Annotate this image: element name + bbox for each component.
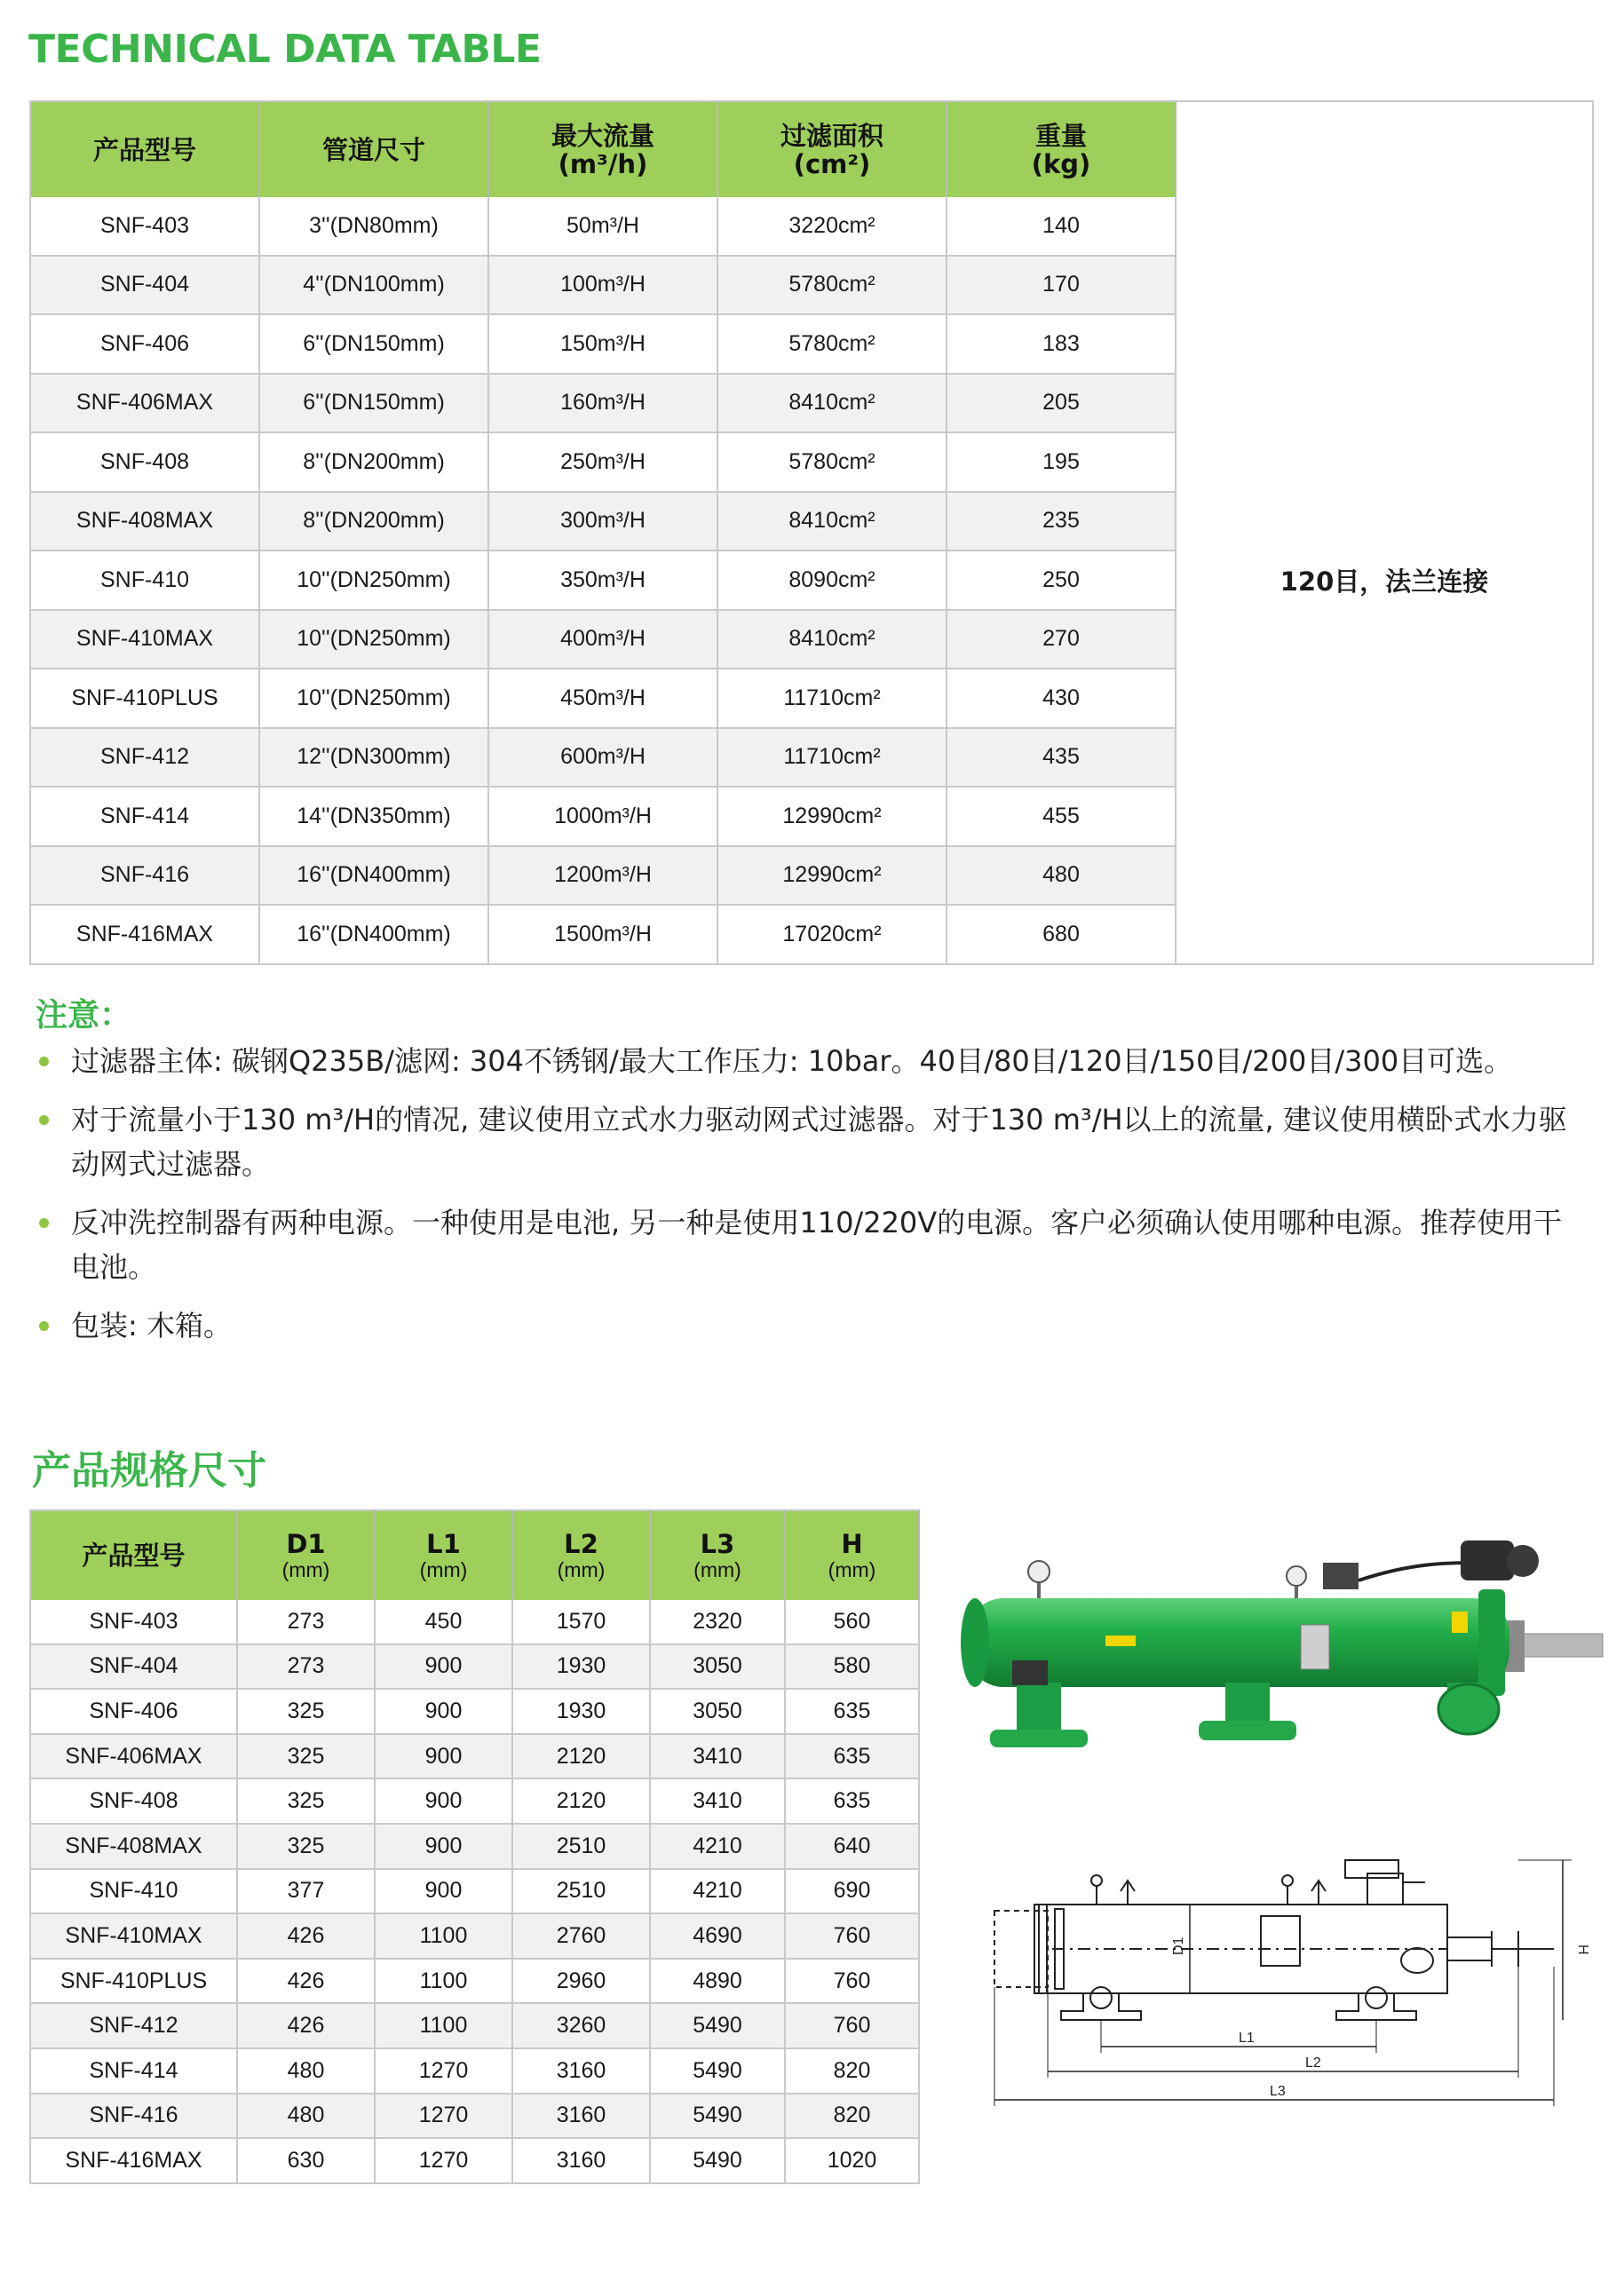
table-cell: 100m³/H (488, 256, 717, 315)
table-cell: 635 (785, 1778, 919, 1824)
technical-data-table (29, 100, 1594, 965)
table-cell: SNF-406 (30, 314, 259, 374)
table-cell: 1500m³/H (488, 905, 717, 964)
spec-table-title: 产品规格尺寸 (32, 1448, 266, 1493)
table-cell: SNF-416MAX (30, 905, 259, 964)
table-cell: 11710cm² (717, 669, 947, 728)
table-cell: SNF-408MAX (30, 1824, 237, 1869)
table-cell: 1270 (375, 2048, 512, 2094)
table-cell: 8410cm² (717, 610, 947, 669)
table-cell: SNF-404 (30, 1644, 237, 1690)
table-cell: SNF-410 (30, 1869, 237, 1914)
table-cell: 1020 (785, 2138, 919, 2183)
table-cell: 5780cm² (717, 432, 947, 492)
table-cell: 1100 (375, 1913, 512, 1959)
spec-header-d1: D1 (mm) (237, 1510, 375, 1600)
table-cell: 50m³/H (488, 197, 717, 256)
table-cell: 760 (785, 1959, 919, 2004)
table-cell: SNF-408 (30, 1778, 237, 1824)
table-cell: 17020cm² (717, 905, 947, 964)
table-cell: 690 (785, 1869, 919, 1914)
table-cell: 4690 (650, 1913, 785, 1959)
table-cell: 8410cm² (717, 374, 947, 433)
table-cell: 760 (785, 2003, 919, 2048)
table-cell: 140 (947, 197, 1176, 256)
table-cell: 195 (947, 432, 1176, 492)
table-cell: 2120 (512, 1734, 650, 1779)
table-cell: 14''(DN350mm) (259, 787, 488, 846)
table-cell: 450m³/H (488, 669, 717, 728)
bullet-icon (39, 1115, 49, 1125)
table-row (30, 1913, 919, 1959)
table-cell: 270 (947, 610, 1176, 669)
table-row (30, 197, 1593, 256)
table-cell: 1570 (512, 1600, 650, 1644)
table-cell: 10''(DN250mm) (259, 550, 488, 610)
table-cell: 1270 (375, 2138, 512, 2183)
spec-header-l1: L1 (mm) (375, 1510, 512, 1600)
table-cell: SNF-410MAX (30, 1913, 237, 1959)
table-cell: 435 (947, 728, 1176, 788)
label-l1: L1 (1239, 2031, 1255, 2046)
table-cell: 6''(DN150mm) (259, 314, 488, 374)
table-cell: SNF-410MAX (30, 610, 259, 669)
table-cell: SNF-406MAX (30, 374, 259, 433)
table-cell: 160m³/H (488, 374, 717, 433)
table-cell: 1930 (512, 1689, 650, 1734)
spec-dimensions-table (29, 1509, 920, 2184)
table-cell: 6''(DN150mm) (259, 374, 488, 433)
table-row (30, 1600, 919, 1644)
table-cell: 3''(DN80mm) (259, 197, 488, 256)
table-cell: SNF-403 (30, 197, 259, 256)
table-cell: 150m³/H (488, 314, 717, 374)
table-cell: 900 (375, 1824, 512, 1869)
table-cell: SNF-408MAX (30, 492, 259, 551)
table-cell: 3410 (650, 1734, 785, 1779)
table-cell: SNF-412 (30, 2003, 237, 2048)
table-cell: 8''(DN200mm) (259, 492, 488, 551)
table-cell: 680 (947, 905, 1176, 964)
table-cell: 635 (785, 1734, 919, 1779)
spec-header-model: 产品型号 (30, 1510, 237, 1600)
table-cell: SNF-406 (30, 1689, 237, 1734)
table-cell: SNF-403 (30, 1600, 237, 1644)
table-cell: 5490 (650, 2048, 785, 2094)
table-cell: 450 (375, 1600, 512, 1644)
filter-product-photo (950, 1527, 1607, 1811)
table-cell: 3220cm² (717, 197, 947, 256)
table-row (30, 2094, 919, 2139)
table-cell: 430 (947, 669, 1176, 728)
table-cell: 1100 (375, 1959, 512, 2004)
table-cell: 325 (237, 1689, 375, 1734)
table-cell: 4210 (650, 1824, 785, 1869)
table-cell: 3050 (650, 1689, 785, 1734)
table-cell: 900 (375, 1734, 512, 1779)
table-cell: 426 (237, 1959, 375, 2004)
note-item: 过滤器主体: 碳钢Q235B/滤网: 304不锈钢/最大工作压力: 10bar。40目/80目/120目/150目/200目/300目可选。 (36, 1039, 1580, 1083)
table-cell: 11710cm² (717, 728, 947, 788)
table-cell: SNF-408 (30, 432, 259, 492)
table-cell: 760 (785, 1913, 919, 1959)
table-cell: 1200m³/H (488, 846, 717, 906)
table-cell: 325 (237, 1734, 375, 1779)
table-cell: 580 (785, 1644, 919, 1690)
table-cell: 2760 (512, 1913, 650, 1959)
spec-header-h: H (mm) (785, 1510, 919, 1600)
table-cell: 400m³/H (488, 610, 717, 669)
table-cell: SNF-406MAX (30, 1734, 237, 1779)
table-cell: 5490 (650, 2003, 785, 2048)
table-cell: 350m³/H (488, 550, 717, 610)
table-cell: 5490 (650, 2138, 785, 2183)
table-cell: 325 (237, 1778, 375, 1824)
table-cell: 273 (237, 1644, 375, 1690)
table-cell: 3160 (512, 2138, 650, 2183)
table-row (30, 1689, 919, 1734)
table-row (30, 1644, 919, 1690)
spec-header-l2: L2 (mm) (512, 1510, 650, 1600)
table-cell: 4210 (650, 1869, 785, 1914)
table-cell: SNF-410 (30, 550, 259, 610)
table-row (30, 2138, 919, 2183)
bullet-icon (39, 1218, 49, 1228)
dimension-drawing (986, 1856, 1607, 2122)
table-cell: 4890 (650, 1959, 785, 2004)
bullet-icon (39, 1057, 49, 1066)
table-cell: 205 (947, 374, 1176, 433)
table-row (30, 2048, 919, 2094)
table-cell: 480 (237, 2094, 375, 2139)
table-cell: 250m³/H (488, 432, 717, 492)
table-cell: 235 (947, 492, 1176, 551)
label-l2: L2 (1305, 2055, 1321, 2071)
table-cell: 2120 (512, 1778, 650, 1824)
header-blank (1176, 101, 1593, 197)
table-cell: SNF-404 (30, 256, 259, 315)
header-filter-area: 过滤面积 (cm²) (717, 101, 947, 197)
table-row (30, 1869, 919, 1914)
table-cell: SNF-414 (30, 787, 259, 846)
table-cell: SNF-410PLUS (30, 1959, 237, 2004)
header-weight: 重量 (kg) (947, 101, 1176, 197)
table-cell: 3260 (512, 2003, 650, 2048)
bullet-icon (39, 1321, 49, 1331)
spec-header-l3: L3 (mm) (650, 1510, 785, 1600)
table-cell: 3160 (512, 2048, 650, 2094)
table-cell: 1100 (375, 2003, 512, 2048)
table-cell: 480 (947, 846, 1176, 906)
table-cell: 5780cm² (717, 314, 947, 374)
table-cell: 377 (237, 1869, 375, 1914)
table-cell: 3410 (650, 1778, 785, 1824)
table-cell: 3160 (512, 2094, 650, 2139)
table-cell: 5780cm² (717, 256, 947, 315)
note-item: 反冲洗控制器有两种电源。一种使用是电池, 另一种是使用110/220V的电源。客户必须确认使用哪种电源。推荐使用干电池。 (36, 1200, 1580, 1289)
table-cell: 600m³/H (488, 728, 717, 788)
table-cell: 8090cm² (717, 550, 947, 610)
technical-table-title: TECHNICAL DATA TABLE (28, 27, 542, 72)
table-cell: 1270 (375, 2094, 512, 2139)
label-l3: L3 (1270, 2084, 1286, 2099)
table-cell: 455 (947, 787, 1176, 846)
table-cell: 900 (375, 1869, 512, 1914)
table-cell: 2320 (650, 1600, 785, 1644)
table-cell: SNF-412 (30, 728, 259, 788)
table-cell: 900 (375, 1689, 512, 1734)
table-cell: 640 (785, 1824, 919, 1869)
table-cell: 12990cm² (717, 787, 947, 846)
table-cell: 426 (237, 2003, 375, 2048)
table-cell: SNF-416 (30, 846, 259, 906)
merged-note-cell: 120目，法兰连接 (1176, 197, 1593, 964)
table-cell: 325 (237, 1824, 375, 1869)
table-cell: 250 (947, 550, 1176, 610)
spec-header-row (30, 1510, 919, 1600)
table-cell: 3050 (650, 1644, 785, 1690)
header-pipe-size: 管道尺寸 (259, 101, 488, 197)
table-row (30, 2003, 919, 2048)
notes-title: 注意： (36, 997, 132, 1034)
table-cell: 8''(DN200mm) (259, 432, 488, 492)
label-d1: D1 (1171, 1936, 1186, 1955)
table-cell: 8410cm² (717, 492, 947, 551)
table-cell: SNF-410PLUS (30, 669, 259, 728)
table-cell: SNF-416MAX (30, 2138, 237, 2183)
note-item: 对于流量小于130 m³/H的情况, 建议使用立式水力驱动网式过滤器。对于130 m³/H以上的流量, 建议使用横卧式水力驱动网式过滤器。 (36, 1097, 1580, 1186)
table-cell: 900 (375, 1778, 512, 1824)
table-cell: 1930 (512, 1644, 650, 1690)
table-cell: 630 (237, 2138, 375, 2183)
table-cell: 2960 (512, 1959, 650, 2004)
table-cell: 170 (947, 256, 1176, 315)
table-cell: 2510 (512, 1869, 650, 1914)
table-cell: 2510 (512, 1824, 650, 1869)
table-cell: 273 (237, 1600, 375, 1644)
label-h: H (1575, 1944, 1590, 1955)
note-item: 包装: 木箱。 (36, 1303, 1580, 1348)
table-cell: 16''(DN400mm) (259, 846, 488, 906)
table-row (30, 1734, 919, 1779)
table-cell: 426 (237, 1913, 375, 1959)
table-cell: 16''(DN400mm) (259, 905, 488, 964)
table-cell: 635 (785, 1689, 919, 1734)
table-cell: 10''(DN250mm) (259, 669, 488, 728)
table-cell: 560 (785, 1600, 919, 1644)
header-max-flow: 最大流量 (m³/h) (488, 101, 717, 197)
notes-list (36, 1039, 1580, 1362)
table-cell: 10''(DN250mm) (259, 610, 488, 669)
table-cell: 1000m³/H (488, 787, 717, 846)
table-cell: 5490 (650, 2094, 785, 2139)
table-cell: 183 (947, 314, 1176, 374)
table-cell: 4''(DN100mm) (259, 256, 488, 315)
table-cell: 480 (237, 2048, 375, 2094)
table-row (30, 1959, 919, 2004)
table-cell: 820 (785, 2048, 919, 2094)
table-cell: 820 (785, 2094, 919, 2139)
table-cell: 12990cm² (717, 846, 947, 906)
header-model: 产品型号 (30, 101, 259, 197)
table-cell: SNF-416 (30, 2094, 237, 2139)
table-cell: 12''(DN300mm) (259, 728, 488, 788)
table-cell: 300m³/H (488, 492, 717, 551)
technical-header-row (30, 101, 1593, 197)
table-cell: 900 (375, 1644, 512, 1690)
table-row (30, 1824, 919, 1869)
table-row (30, 1778, 919, 1824)
table-cell: SNF-414 (30, 2048, 237, 2094)
